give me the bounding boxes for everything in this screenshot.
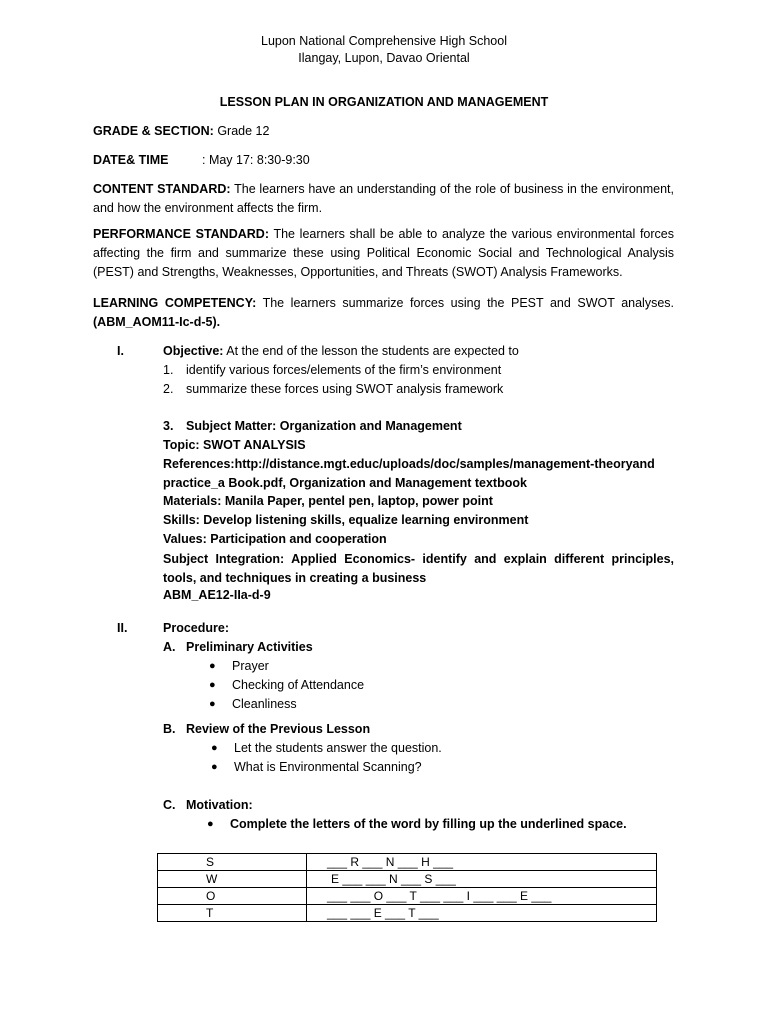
table-cell-letter: T (158, 905, 307, 922)
objective-text: At the end of the lesson the students are expected to (226, 344, 519, 358)
table-row (158, 854, 657, 871)
skills: Skills: Develop listening skills, equalize learning environment (163, 513, 529, 527)
grade-section (93, 124, 269, 138)
content-standard-label: CONTENT STANDARD: (93, 182, 231, 196)
section-1-numeral: I. (117, 344, 124, 358)
activity-a-label: A. (163, 640, 176, 654)
materials: Materials: Manila Paper, pentel pen, laptop, power point (163, 494, 493, 508)
table-cell-word: ___ ___ O ___ T ___ ___ I ___ ___ E ___ (307, 888, 657, 905)
bullet-icon: ● (209, 660, 216, 672)
bullet-icon: ● (209, 698, 216, 710)
activity-c-label: C. (163, 798, 176, 812)
bullet-icon: ● (207, 818, 214, 830)
motivation-instruction: Complete the letters of the word by filling up the underlined space. (230, 817, 627, 831)
list-item: Let the students answer the question. (234, 741, 442, 755)
content-standard-text: The learners have an understanding of the role of business in the environment, and how the environment affects the firm. (93, 182, 675, 215)
section-2-numeral: II. (117, 621, 128, 635)
table-cell-letter: S (158, 854, 307, 871)
table-cell-word: ___ R ___ N ___ H ___ (307, 854, 657, 871)
references-line-2: practice_a Book.pdf, Organization and Management textbook (163, 476, 527, 490)
table-cell-word: ___ ___ E ___ T ___ (307, 905, 657, 922)
objective-item: summarize these forces using SWOT analysis framework (186, 382, 504, 396)
performance-standard (93, 225, 674, 282)
subject-num: 3. (163, 419, 174, 433)
bullet-icon: ● (211, 742, 218, 754)
list-item: Cleanliness (232, 697, 297, 711)
list-item: Checking of Attendance (232, 678, 365, 692)
list-item: Prayer (232, 659, 269, 673)
table-cell-word: E ___ ___ N ___ S ___ (307, 871, 657, 888)
competency-code: (ABM_AOM11-Ic-d-5). (93, 315, 221, 329)
objective-label: Objective: (163, 344, 224, 358)
learning-competency (93, 294, 674, 332)
objective-item: identify various forces/elements of the firm’s environment (186, 363, 502, 377)
references-line-1: References:http://distance.mgt.educ/uploads/doc/samples/management-theoryand (163, 457, 655, 471)
school-name: Lupon National Comprehensive High School (261, 34, 507, 48)
objective-line (163, 344, 519, 358)
procedure-label: Procedure: (163, 621, 229, 635)
table-row (158, 905, 657, 922)
subject-matter: Subject Matter: Organization and Management (186, 419, 462, 433)
activity-a-title: Preliminary Activities (186, 640, 313, 654)
swot-table (157, 853, 657, 922)
competency-text: The learners summarize forces using the PEST and SWOT analyses. (262, 296, 674, 310)
performance-standard-label: PERFORMANCE STANDARD: (93, 227, 269, 241)
activity-c-title: Motivation: (186, 798, 253, 812)
table-row (158, 871, 657, 888)
objective-item-num: 2. (163, 382, 174, 396)
table-row (158, 888, 657, 905)
bullet-icon: ● (211, 761, 218, 773)
school-address: Ilangay, Lupon, Davao Oriental (298, 51, 470, 65)
grade-value: Grade 12 (217, 124, 270, 138)
date-label: DATE& TIME (93, 153, 169, 167)
topic: Topic: SWOT ANALYSIS (163, 438, 306, 452)
bullet-icon: ● (209, 679, 216, 691)
activity-b-label: B. (163, 722, 176, 736)
activity-b-title: Review of the Previous Lesson (186, 722, 371, 736)
competency-label: LEARNING COMPETENCY: (93, 296, 257, 310)
subject-integration: Subject Integration: Applied Economics- identify and explain different principles, tools, and techniques in creating a business (163, 552, 674, 585)
content-standard (93, 180, 674, 218)
objective-item-num: 1. (163, 363, 174, 377)
grade-label: GRADE & SECTION: (93, 124, 214, 138)
document-title: LESSON PLAN IN ORGANIZATION AND MANAGEMENT (219, 95, 549, 109)
list-item: What is Environmental Scanning? (234, 760, 422, 774)
values: Values: Participation and cooperation (163, 532, 387, 546)
integration-code: ABM_AE12-IIa-d-9 (163, 588, 271, 602)
performance-standard-text: The learners shall be able to analyze the various environmental forces affecting the firm and summarize these using Political Economic Social and Technological Analysis (PEST) and Strengths, Weaknesses, Opportunities, and Threats (SWOT) Analysis Frameworks. (93, 227, 674, 279)
date-value: : May 17: 8:30-9:30 (202, 153, 310, 167)
table-cell-letter: W (158, 871, 307, 888)
table-cell-letter: O (158, 888, 307, 905)
